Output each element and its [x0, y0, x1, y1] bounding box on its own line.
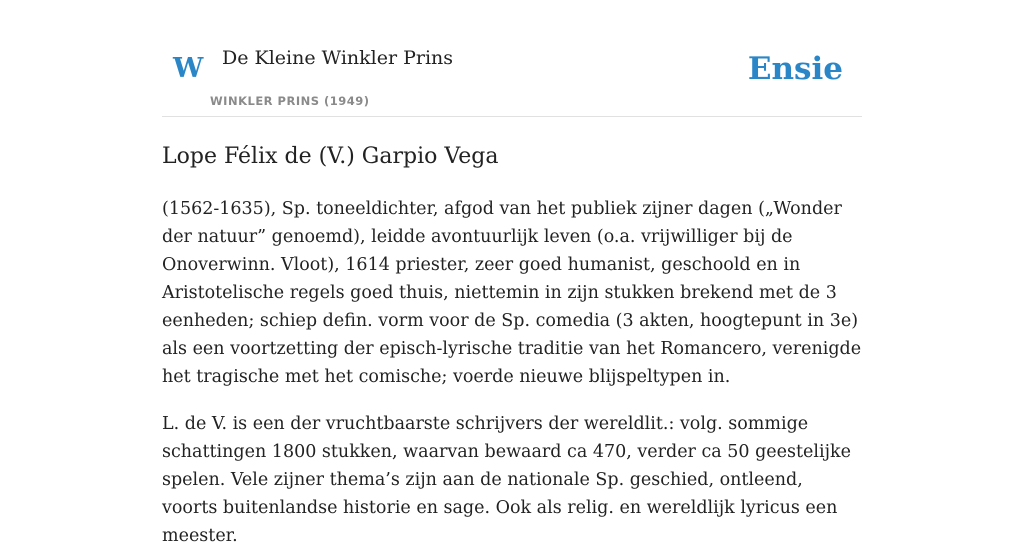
- source-title[interactable]: De Kleine Winkler Prins: [222, 47, 454, 69]
- article-paragraph-2: L. de V. is een der vruchtbaarste schrijvers der wereldlit.: volg. sommige schattingen 1800 stukken, waarvan bewaard ca 470, verder ca 50 geestelijke spelen. Vele zijner thema’s zijn aan de nationale Sp. geschied, ontleend, voorts buitenlandse historie en sage. Ook als relig. en wereldlijk lyricus een meester.: [162, 414, 851, 546]
- article-paragraph-1: (1562-1635), Sp. toneeldichter, afgod van het publiek zijner dagen („Wonder der natuur” genoemd), leidde avontuurlijk leven (o.a. vrijwilliger bij de Onoverwinn. Vloot), 1614 priester, zeer goed humanist, geschoold en in Aristotelische regels goed thuis, niettemin in zijn stukken brekend met de 3 eenheden; schiep defin. vorm voor de Sp. comedia (3 akten, hoogtepunt in 3e) als een voortzetting der episch-lyrische traditie van het Romancero, verenigde het tragische met het comische; voerde nieuwe blijspeltypen in.: [162, 199, 862, 387]
- source-subtitle[interactable]: WINKLER PRINS (1949): [210, 94, 370, 108]
- article-title: Lope Félix de (V.) Garpio Vega: [162, 144, 499, 169]
- header: [162, 0, 862, 117]
- ensie-logo[interactable]: Ensie: [747, 51, 843, 87]
- winkler-prins-logo-icon[interactable]: W: [173, 53, 204, 84]
- content-container: [162, 0, 862, 550]
